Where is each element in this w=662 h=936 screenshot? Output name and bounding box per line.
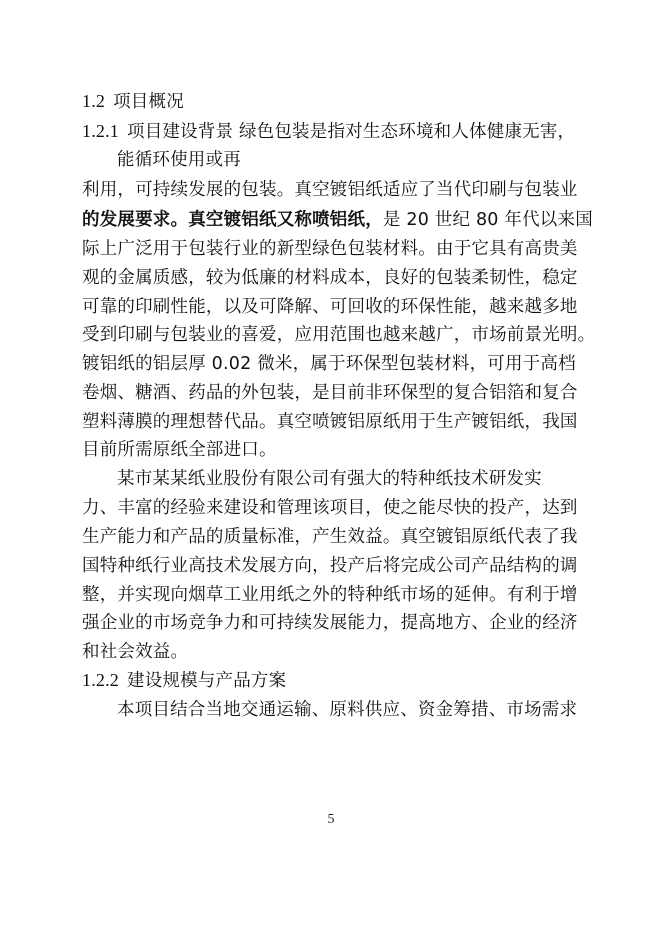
paragraph-line: 利用，可持续发展的包装。真空镀铝纸适应了当代印刷与包装业 [82, 180, 578, 200]
section-heading-1-2 [82, 88, 184, 115]
paragraph-line: 整，并实现向烟草工业用纸之外的特种纸市场的延伸。有利于增 [82, 585, 578, 605]
bold-text: 的发展要求。真空镀铝纸又称喷铝纸， [82, 210, 383, 230]
paragraph-line: 观的金属质感，较为低廉的材料成本，良好的包装柔韧性，稳定 [82, 268, 578, 288]
section-title: 建设规模与产品方案 [127, 671, 287, 691]
paragraph-line: 可靠的印刷性能，以及可降解、可回收的环保性能，越来越多地 [82, 297, 578, 317]
section-title-continuation: 能循环使用或再 [117, 150, 241, 170]
paragraph-line [82, 207, 593, 233]
paragraph-text: 是 20 世纪 80 年代以来国 [382, 210, 593, 230]
section-title: 项目建设背景 绿色包装是指对生态环境和人体健康无害， [127, 122, 576, 142]
section-heading-1-2-2 [82, 667, 286, 694]
paragraph-line: 塑料薄膜的理想替代品。真空喷镀铝原纸用于生产镀铝纸，我国 [82, 412, 578, 432]
paragraph-line: 受到印刷与包装业的喜爱，应用范围也越来越广，市场前景光明。 [82, 325, 596, 345]
paragraph-line: 卷烟、糖酒、药品的外包装，是目前非环保型的复合铝箔和复合 [82, 383, 578, 403]
paragraph-line: 国特种纸行业高技术发展方向，投产后将完成公司产品结构的调 [82, 556, 578, 576]
paragraph-line: 际上广泛用于包装行业的新型绿色包装材料。由于它具有高贵美 [82, 239, 578, 259]
section-number: 1.2 [82, 91, 106, 111]
paragraph-line: 镀铝纸的铝层厚 0.02 微米，属于环保型包装材料，可用于高档 [82, 354, 576, 374]
paragraph-line: 强企业的市场竞争力和可持续发展能力，提高地方、企业的经济 [82, 613, 578, 633]
paragraph-line: 和社会效益。 [82, 642, 189, 662]
paragraph-line: 力、丰富的经验来建设和管理该项目，使之能尽快的投产，达到 [82, 498, 578, 518]
section-heading-1-2-1 [82, 118, 575, 145]
section-number: 1.2.1 [82, 121, 119, 141]
paragraph-line: 生产能力和产品的质量标准，产生效益。真空镀铝原纸代表了我 [82, 527, 578, 547]
paragraph-line: 目前所需原纸全部进口。 [82, 440, 277, 460]
page-number: 5 [327, 812, 335, 827]
section-number: 1.2.2 [82, 670, 119, 690]
paragraph-line: 某市某某纸业股份有限公司有强大的特种纸技术研发实 [117, 469, 542, 489]
section-title: 项目概况 [113, 92, 184, 112]
paragraph-line: 本项目结合当地交通运输、原料供应、资金筹措、市场需求 [117, 700, 578, 720]
